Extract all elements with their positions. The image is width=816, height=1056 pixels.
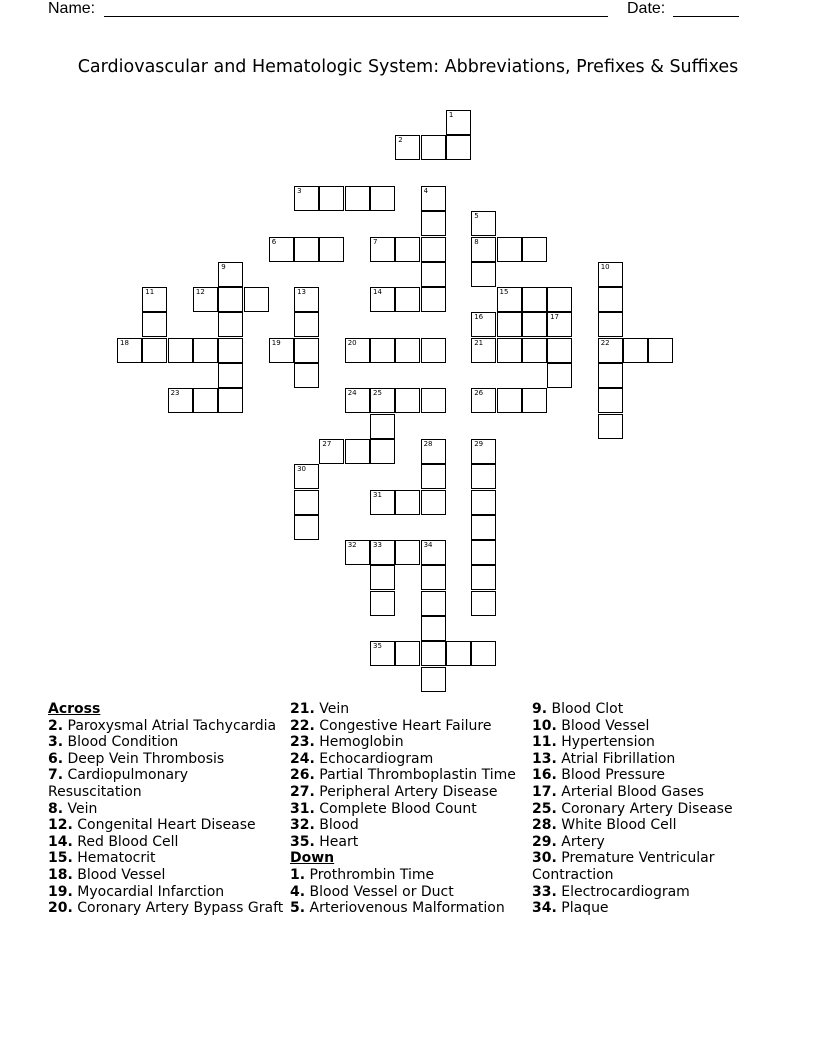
cell-number: 20 [347, 338, 357, 347]
cell-number: 12 [195, 288, 205, 297]
cell-number: 22 [600, 338, 610, 347]
clue-number: 31. [290, 800, 315, 817]
crossword-cell[interactable] [421, 464, 446, 489]
clue-text: Heart [319, 833, 359, 850]
cell-number: 1 [448, 111, 454, 119]
clue-text: Blood Vessel [561, 717, 650, 734]
crossword-cell[interactable] [294, 464, 319, 489]
crossword-cell[interactable] [421, 338, 446, 363]
crossword-cell[interactable] [142, 287, 167, 312]
clue-text: Artery [561, 833, 605, 850]
clue-heading: Across [48, 701, 101, 717]
crossword-cell[interactable] [269, 338, 294, 363]
crossword-cell[interactable] [446, 135, 471, 160]
crossword-cell[interactable] [497, 338, 522, 363]
clue-number: 1. [290, 866, 306, 883]
crossword-cell[interactable] [142, 312, 167, 337]
clue-number: 22. [290, 717, 315, 734]
crossword-cell[interactable] [294, 237, 319, 262]
crossword-cell[interactable] [218, 363, 243, 388]
cell-number: 18 [120, 338, 129, 347]
clue-number: 9. [532, 701, 548, 717]
cell-number: 23 [170, 389, 180, 398]
clue-number: 6. [48, 750, 64, 767]
clue-item [48, 767, 284, 800]
crossword-cell[interactable] [370, 287, 395, 312]
crossword-cell[interactable] [547, 287, 572, 312]
clue-text: Blood Condition [67, 734, 179, 751]
clue-number: 8. [48, 800, 64, 817]
clue-text: Peripheral Artery Disease [319, 783, 498, 800]
clue-number: 19. [48, 883, 73, 900]
crossword-cell[interactable] [370, 388, 395, 413]
clue-text: Deep Vein Thrombosis [67, 750, 225, 767]
crossword-cell[interactable] [345, 186, 370, 211]
clue-heading: Down [290, 850, 335, 867]
cell-number: 32 [347, 541, 357, 550]
clue-item [48, 734, 284, 751]
crossword-cell[interactable] [421, 591, 446, 616]
crossword-cell[interactable] [395, 641, 420, 666]
crossword-cell[interactable] [497, 312, 522, 337]
cell-number: 10 [600, 262, 610, 271]
clue-text: Congestive Heart Failure [319, 717, 492, 734]
crossword-cell[interactable] [421, 211, 446, 236]
clue-text: Blood Vessel or Duct [309, 883, 454, 900]
crossword-cell[interactable] [598, 363, 623, 388]
clue-number: 24. [290, 750, 315, 767]
crossword-cell[interactable] [269, 237, 294, 262]
crossword-cell[interactable] [623, 338, 648, 363]
cell-number: 35 [373, 642, 382, 651]
clue-text: Blood [319, 817, 359, 834]
clue-column-2 [290, 701, 526, 917]
clue-item [532, 784, 768, 801]
crossword-cell[interactable] [598, 388, 623, 413]
crossword-cell[interactable] [471, 591, 496, 616]
clue-number: 2. [48, 717, 64, 734]
clue-number: 20. [48, 900, 73, 917]
crossword-cell[interactable] [319, 237, 344, 262]
page-title: Cardiovascular and Hematologic System: Abbreviations, Prefixes & Suffixes [77, 57, 739, 77]
crossword-cell[interactable] [370, 414, 395, 439]
clue-item [290, 801, 526, 818]
cell-number: 7 [373, 237, 378, 246]
crossword-cell[interactable] [193, 388, 218, 413]
crossword-cell[interactable] [471, 490, 496, 515]
crossword-cell[interactable] [421, 388, 446, 413]
clue-text: Coronary Artery Disease [561, 800, 733, 817]
clue-item [48, 834, 284, 851]
clue-item [532, 817, 768, 834]
clue-text: Arteriovenous Malformation [309, 900, 505, 917]
clue-column-3 [532, 701, 768, 917]
clue-item [290, 817, 526, 834]
crossword-cell[interactable] [294, 338, 319, 363]
clue-item [532, 850, 768, 883]
crossword-cell[interactable] [421, 641, 446, 666]
clue-item [532, 834, 768, 851]
crossword-cell[interactable] [345, 388, 370, 413]
crossword-cell[interactable] [117, 338, 142, 363]
clue-text: Premature Ventricular Contraction [532, 850, 715, 883]
clue-item [48, 751, 284, 768]
cell-number: 17 [550, 313, 560, 322]
clue-text: Electrocardiogram [561, 883, 690, 900]
clue-number: 21. [290, 701, 315, 717]
crossword-cell[interactable] [345, 439, 370, 464]
crossword-cell[interactable] [522, 338, 547, 363]
cell-number: 11 [145, 288, 155, 297]
clue-number: 3. [48, 734, 64, 751]
clue-text: Paroxysmal Atrial Tachycardia [67, 717, 277, 734]
clue-item [290, 900, 526, 917]
crossword-cell[interactable] [370, 641, 395, 666]
crossword-cell[interactable] [294, 515, 319, 540]
clue-number: 33. [532, 883, 557, 900]
crossword-cell[interactable] [218, 262, 243, 287]
crossword-cell[interactable] [598, 262, 623, 287]
crossword-cell[interactable] [598, 414, 623, 439]
crossword-cell[interactable] [471, 338, 496, 363]
clue-number: 5. [290, 900, 306, 917]
crossword-cell[interactable] [345, 338, 370, 363]
cell-number: 15 [499, 288, 509, 297]
cell-number: 13 [297, 288, 307, 297]
crossword-cell[interactable] [421, 667, 446, 692]
crossword-cell[interactable] [421, 237, 446, 262]
clue-text: Echocardiogram [319, 750, 434, 767]
crossword-cell[interactable] [370, 565, 395, 590]
clue-text: Myocardial Infarction [77, 883, 225, 900]
crossword-cell[interactable] [522, 237, 547, 262]
crossword-cell[interactable] [471, 540, 496, 565]
crossword-cell[interactable] [471, 515, 496, 540]
clue-item [532, 900, 768, 917]
clue-text: Hematocrit [77, 850, 156, 867]
clue-item [48, 884, 284, 901]
clue-item [48, 718, 284, 735]
cell-number: 14 [373, 288, 382, 297]
clue-item [48, 817, 284, 834]
cell-number: 30 [297, 465, 307, 474]
crossword-cell[interactable] [421, 262, 446, 287]
clue-text: Partial Thromboplastin Time [319, 767, 516, 784]
cell-number: 21 [474, 338, 484, 347]
crossword-cell[interactable] [522, 312, 547, 337]
cell-number: 2 [398, 136, 403, 145]
clue-number: 4. [290, 883, 306, 900]
clue-text: Arterial Blood Gases [561, 783, 704, 800]
crossword-cell[interactable] [294, 287, 319, 312]
clue-number: 35. [290, 833, 315, 850]
crossword-cell[interactable] [471, 464, 496, 489]
clue-text: Atrial Fibrillation [561, 750, 676, 767]
crossword-cell[interactable] [168, 338, 193, 363]
crossword-cell[interactable] [370, 237, 395, 262]
cell-number: 29 [474, 439, 484, 448]
clue-text: Red Blood Cell [77, 833, 179, 850]
clue-text: Congenital Heart Disease [77, 817, 256, 834]
crossword-cell[interactable] [421, 186, 446, 211]
crossword-cell[interactable] [471, 211, 496, 236]
cell-number: 16 [474, 313, 484, 322]
crossword-cell[interactable] [598, 338, 623, 363]
date-label: Date: [627, 0, 666, 17]
crossword-cell[interactable] [142, 338, 167, 363]
clue-column-1 [48, 701, 284, 917]
clue-item [48, 867, 284, 884]
cell-number: 26 [474, 389, 484, 398]
clue-number: 30. [532, 850, 557, 867]
crossword-cell[interactable] [294, 312, 319, 337]
clue-item [290, 834, 526, 851]
cell-number: 28 [423, 439, 433, 448]
crossword-cell[interactable] [522, 388, 547, 413]
crossword-cell[interactable] [294, 363, 319, 388]
crossword-cell[interactable] [471, 262, 496, 287]
clue-text: Coronary Artery Bypass Graft [77, 900, 284, 917]
clue-text: Blood Pressure [561, 767, 666, 784]
crossword-cell[interactable] [395, 237, 420, 262]
clue-item [290, 718, 526, 735]
cell-number: 19 [271, 338, 281, 347]
clue-number: 25. [532, 800, 557, 817]
clue-text: White Blood Cell [561, 817, 677, 834]
crossword-cell[interactable] [522, 287, 547, 312]
clue-item [290, 884, 526, 901]
clue-item [290, 784, 526, 801]
clue-number: 18. [48, 866, 73, 883]
crossword-cell[interactable] [395, 388, 420, 413]
clue-item [532, 801, 768, 818]
crossword-cell[interactable] [421, 540, 446, 565]
clue-item [48, 850, 284, 867]
cell-number: 24 [347, 389, 357, 398]
clue-item [48, 900, 284, 917]
clue-item [290, 734, 526, 751]
clue-number: 17. [532, 783, 557, 800]
crossword-cell[interactable] [395, 490, 420, 515]
crossword-cell[interactable] [345, 540, 370, 565]
crossword-cell[interactable] [497, 287, 522, 312]
clue-number: 26. [290, 767, 315, 784]
clue-text: Hypertension [561, 734, 655, 751]
crossword-cell[interactable] [598, 312, 623, 337]
crossword-cell[interactable] [319, 439, 344, 464]
crossword-cell[interactable] [471, 312, 496, 337]
crossword-cell[interactable] [370, 540, 395, 565]
crossword-cell[interactable] [370, 490, 395, 515]
clue-item [48, 801, 284, 818]
crossword-cell[interactable] [218, 388, 243, 413]
clue-text: Plaque [561, 900, 609, 917]
crossword-cell[interactable] [471, 641, 496, 666]
crossword-cell[interactable] [370, 186, 395, 211]
cell-number: 5 [474, 212, 479, 221]
clue-text: Complete Blood Count [319, 800, 477, 817]
crossword-cell[interactable] [497, 237, 522, 262]
crossword-cell[interactable] [370, 338, 395, 363]
cell-number: 31 [373, 490, 382, 499]
crossword-cell[interactable] [471, 565, 496, 590]
crossword-cell[interactable] [218, 287, 243, 312]
clue-item [532, 718, 768, 735]
crossword-cell[interactable] [598, 287, 623, 312]
clue-item [290, 751, 526, 768]
crossword-cell[interactable] [471, 439, 496, 464]
crossword-cell[interactable] [168, 388, 193, 413]
cell-number: 33 [373, 541, 382, 550]
clue-text: Prothrombin Time [309, 866, 435, 883]
crossword-cell[interactable] [471, 388, 496, 413]
clue-item [290, 767, 526, 784]
crossword-cell[interactable] [421, 490, 446, 515]
crossword-cell[interactable] [395, 540, 420, 565]
clue-number: 13. [532, 750, 557, 767]
clue-number: 34. [532, 900, 557, 917]
crossword-cell[interactable] [421, 565, 446, 590]
crossword-cell[interactable] [547, 363, 572, 388]
clue-number: 11. [532, 734, 557, 751]
crossword-cell[interactable] [218, 312, 243, 337]
name-label: Name: [48, 0, 96, 17]
cell-number: 4 [423, 186, 429, 195]
crossword-cell[interactable] [193, 287, 218, 312]
crossword-cell[interactable] [193, 338, 218, 363]
clue-number: 29. [532, 833, 557, 850]
crossword-cell[interactable] [294, 490, 319, 515]
clue-number: 32. [290, 817, 315, 834]
cell-number: 6 [271, 237, 277, 246]
clue-text: Hemoglobin [319, 734, 404, 751]
crossword-cell[interactable] [421, 135, 446, 160]
cell-number: 9 [221, 262, 226, 271]
crossword-cell[interactable] [421, 439, 446, 464]
cell-number: 3 [297, 186, 302, 195]
crossword-cell[interactable] [648, 338, 673, 363]
crossword-cell[interactable] [547, 338, 572, 363]
clue-number: 23. [290, 734, 315, 751]
clue-number: 15. [48, 850, 73, 867]
crossword-cell[interactable] [471, 237, 496, 262]
clue-item [532, 884, 768, 901]
crossword-cell[interactable] [370, 439, 395, 464]
clue-text: Vein [319, 701, 350, 717]
crossword-cell[interactable] [395, 287, 420, 312]
crossword-cell[interactable] [421, 616, 446, 641]
clue-item [290, 701, 526, 718]
clue-number: 14. [48, 833, 73, 850]
clue-number: 12. [48, 817, 73, 834]
crossword-cell[interactable] [244, 287, 269, 312]
clue-number: 16. [532, 767, 557, 784]
clue-number: 7. [48, 767, 64, 784]
crossword-cell[interactable] [395, 338, 420, 363]
crossword-cell[interactable] [319, 186, 344, 211]
clue-number: 27. [290, 783, 315, 800]
cell-number: 8 [474, 237, 479, 246]
cell-number: 25 [373, 389, 382, 398]
clue-item [532, 751, 768, 768]
cell-number: 27 [322, 439, 332, 448]
clue-item [532, 701, 768, 718]
crossword-cell[interactable] [446, 641, 471, 666]
crossword-cell[interactable] [497, 388, 522, 413]
crossword-cell[interactable] [218, 338, 243, 363]
clue-text: Blood Vessel [77, 866, 166, 883]
clue-number: 28. [532, 817, 557, 834]
clue-number: 10. [532, 717, 557, 734]
crossword-cell[interactable] [370, 591, 395, 616]
crossword-cell[interactable] [446, 110, 471, 135]
crossword-cell[interactable] [294, 186, 319, 211]
clue-text: Blood Clot [551, 701, 624, 717]
clue-item [532, 734, 768, 751]
clue-text: Cardiopulmonary Resuscitation [48, 767, 189, 800]
clue-item [532, 767, 768, 784]
crossword-cell[interactable] [547, 312, 572, 337]
crossword-cell[interactable] [421, 287, 446, 312]
crossword-cell[interactable] [395, 135, 420, 160]
clue-text: Vein [67, 800, 98, 817]
clue-item [290, 867, 526, 884]
cell-number: 34 [423, 541, 433, 550]
